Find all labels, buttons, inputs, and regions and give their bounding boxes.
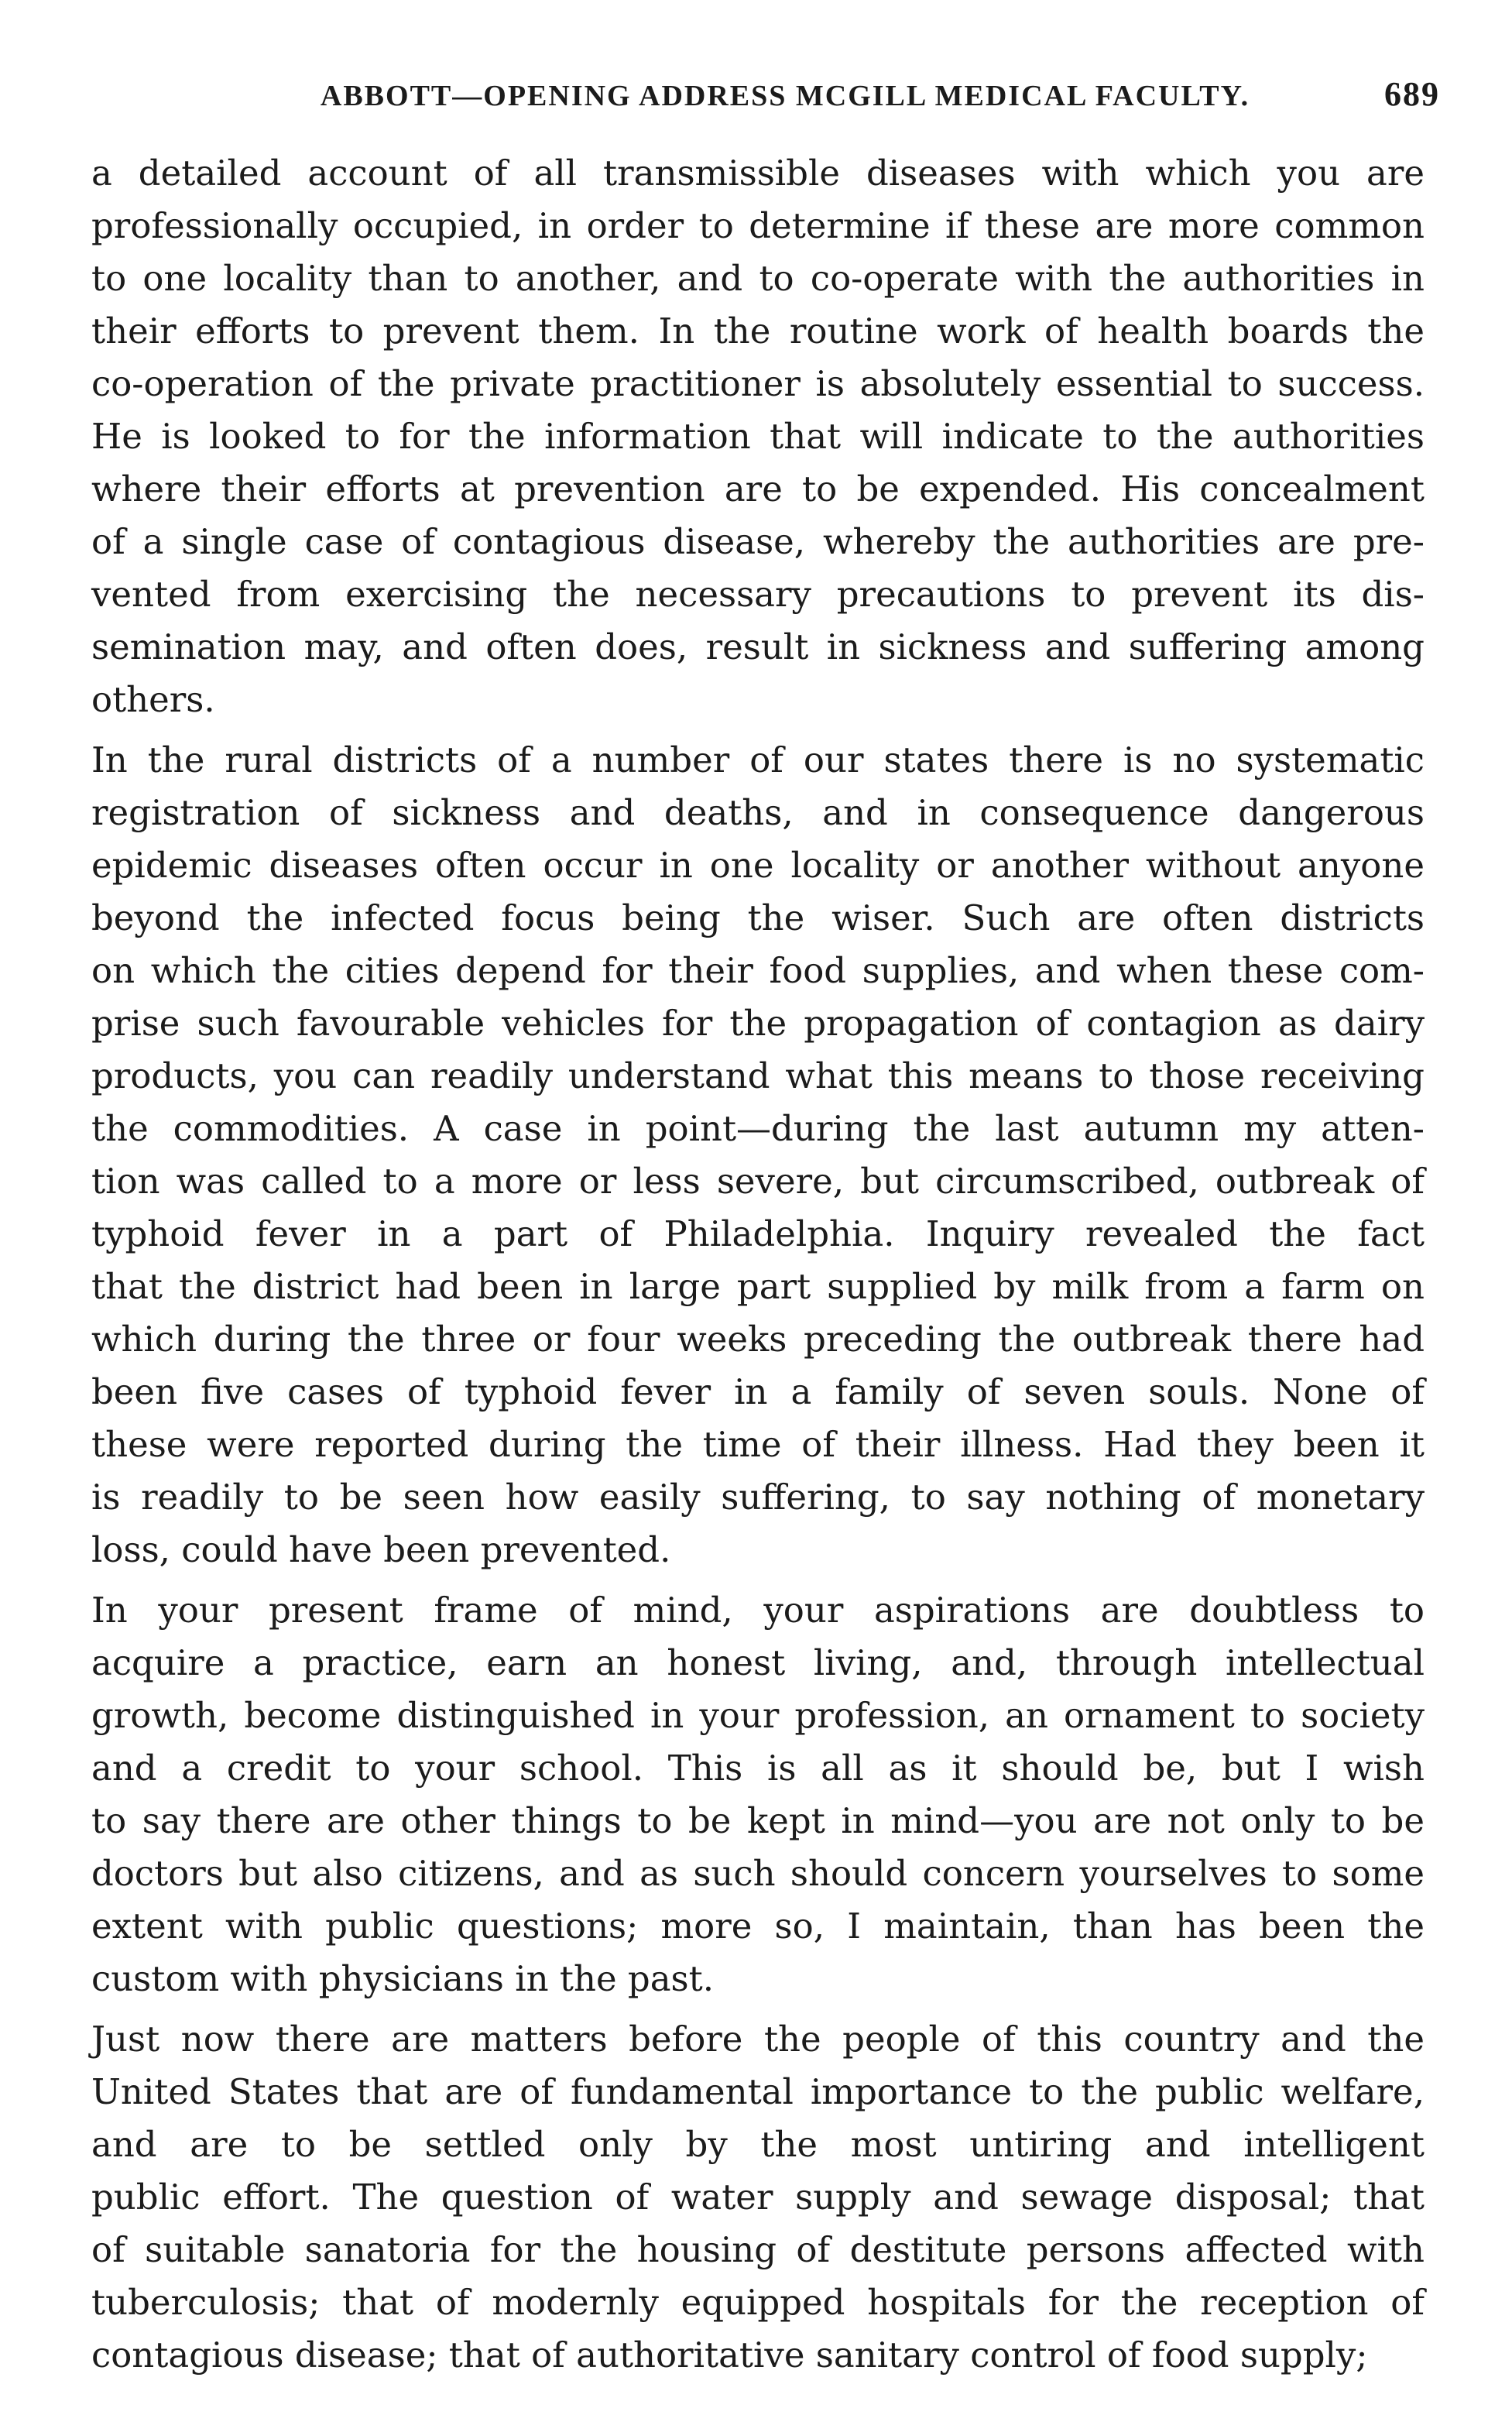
text-line: to say there are other things to be kept in mind—you are not only to be xyxy=(91,1800,1425,1841)
text-line: custom with physicians in the past. xyxy=(91,1958,715,1999)
text-line: on which the cities depend for their food supplies, and when these com- xyxy=(91,950,1425,991)
text-line: Just now there are matters before the people of this country and the xyxy=(91,2019,1425,2060)
running-header xyxy=(232,74,1440,121)
text-line: the commodities. A case in point—during the last autumn my atten- xyxy=(91,1108,1425,1149)
text-line: that the district had been in large part supplied by milk from a farm on xyxy=(91,1266,1425,1307)
text-line: others. xyxy=(91,679,215,720)
paragraph xyxy=(91,734,1425,1576)
text-line: a detailed account of all transmissible diseases with which you are xyxy=(91,153,1425,194)
text-line: and are to be settled only by the most untiring and intelligent xyxy=(91,2124,1425,2165)
text-line: of a single case of contagious disease, whereby the authorities are pre- xyxy=(91,521,1425,562)
text-line: to one locality than to another, and to co-operate with the authorities in xyxy=(91,258,1425,299)
text-line: prise such favourable vehicles for the propagation of contagion as dairy xyxy=(91,1003,1425,1044)
text-line: their efforts to prevent them. In the routine work of health boards the xyxy=(91,310,1425,352)
text-line: public effort. The question of water supply and sewage disposal; that xyxy=(91,2177,1425,2218)
paragraph xyxy=(91,2013,1425,2382)
text-line: and a credit to your school. This is all as it should be, but I wish xyxy=(91,1748,1425,1789)
paragraph xyxy=(91,1584,1425,2005)
text-line: In the rural districts of a number of our states there is no systematic xyxy=(91,739,1425,780)
text-line: been five cases of typhoid fever in a family of seven souls. None of xyxy=(91,1371,1425,1412)
text-line: epidemic diseases often occur in one locality or another without anyone xyxy=(91,845,1425,886)
text-line: co-operation of the private practitioner is absolutely essential to success. xyxy=(91,363,1425,404)
text-line: He is looked to for the information that will indicate to the authorities xyxy=(91,416,1425,457)
text-line: registration of sickness and deaths, and in consequence dangerous xyxy=(91,792,1425,833)
text-line: tion was called to a more or less severe, but circumscribed, outbreak of xyxy=(91,1161,1425,1202)
body-text xyxy=(91,147,1425,2389)
text-line: professionally occupied, in order to determine if these are more common xyxy=(91,205,1425,246)
text-line: is readily to be seen how easily suffering, to say nothing of monetary xyxy=(91,1477,1425,1518)
page-number: 689 xyxy=(1384,75,1440,113)
text-line: vented from exercising the necessary precautions to prevent its dis- xyxy=(91,574,1425,615)
text-line: tuberculosis; that of modernly equipped hospitals for the reception of xyxy=(91,2282,1425,2323)
text-line: growth, become distinguished in your profession, an ornament to society xyxy=(91,1695,1425,1736)
paragraph xyxy=(91,147,1425,726)
text-line: loss, could have been prevented. xyxy=(91,1529,671,1570)
text-line: of suitable sanatoria for the housing of destitute persons affected with xyxy=(91,2229,1425,2270)
text-line: beyond the infected focus being the wiser. Such are often districts xyxy=(91,897,1425,938)
text-line: doctors but also citizens, and as such should concern yourselves to some xyxy=(91,1853,1425,1894)
text-line: extent with public questions; more so, I maintain, than has been the xyxy=(91,1906,1425,1947)
text-line: products, you can readily understand what this means to those receiving xyxy=(91,1055,1425,1096)
text-line: these were reported during the time of their illness. Had they been it xyxy=(91,1424,1425,1465)
running-title: ABBOTT—OPENING ADDRESS MCGILL MEDICAL FACULTY. xyxy=(320,80,1250,112)
text-line: contagious disease; that of authoritative sanitary control of food supply; xyxy=(91,2334,1368,2376)
text-line: In your present frame of mind, your aspirations are doubtless to xyxy=(91,1590,1425,1631)
text-line: where their efforts at prevention are to be expended. His concealment xyxy=(91,468,1425,509)
text-line: United States that are of fundamental importance to the public welfare, xyxy=(91,2071,1425,2112)
text-line: which during the three or four weeks preceding the outbreak there had xyxy=(91,1319,1425,1360)
text-line: typhoid fever in a part of Philadelphia. Inquiry revealed the fact xyxy=(91,1213,1425,1254)
text-line: semination may, and often does, result in sickness and suffering among xyxy=(91,626,1425,667)
text-line: acquire a practice, earn an honest living, and, through intellectual xyxy=(91,1642,1425,1683)
